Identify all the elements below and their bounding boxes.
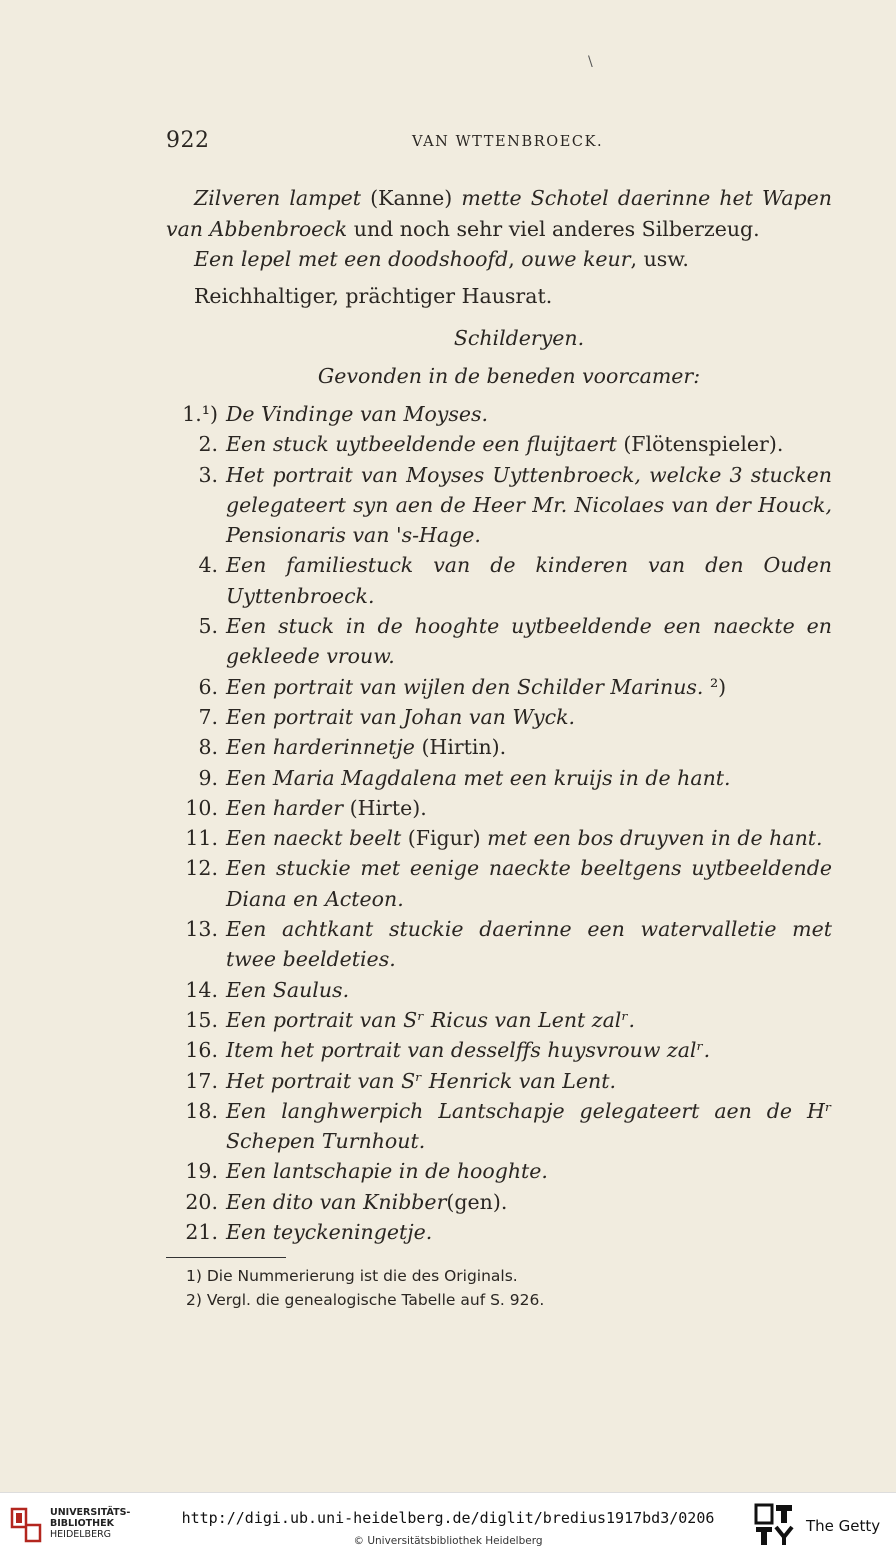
page-number: 922	[166, 128, 210, 153]
item-text-part: Een teyckeningetje.	[226, 1220, 433, 1245]
item-text	[226, 978, 349, 1002]
item-number: 6.	[198, 674, 218, 699]
footnote-2: 2) Vergl. die genealogische Tabelle auf S. 926.	[186, 1291, 545, 1310]
item-text	[226, 766, 731, 790]
list-item	[166, 1156, 832, 1186]
list-item	[166, 429, 832, 459]
list-item	[166, 702, 832, 732]
copyright-notice: © Universitätsbibliothek Heidelberg	[353, 1535, 543, 1547]
item-text-part: Een familiestuck van de kinderen van den Ouden Uyttenbroeck.	[226, 553, 832, 608]
item-text-part: (Hirtin).	[414, 735, 507, 760]
item-text	[226, 1220, 432, 1244]
section-title: Schilderyen.	[453, 326, 585, 350]
list-item	[166, 823, 832, 853]
item-text-part: Item het portrait van desselffs huysvrouw zalʳ.	[226, 1038, 711, 1063]
item-number: 21.	[185, 1220, 218, 1245]
item-number: 18.	[185, 1098, 218, 1123]
item-text	[226, 705, 575, 729]
item-text-part: Het portrait van Moyses Uyttenbroeck, welcke 3 stucken gelegateert syn aen de Heer Mr. Nicolaes van der Houck, Pensionaris van 's-Hage.	[226, 462, 832, 548]
item-text	[226, 1008, 635, 1032]
item-text	[226, 614, 832, 668]
item-text-part: ²)	[703, 674, 727, 699]
item-number: 8.	[198, 735, 218, 760]
item-text-part: Een harder	[226, 795, 344, 820]
item-text	[226, 917, 832, 971]
list-item	[166, 550, 832, 611]
item-text	[226, 1069, 616, 1093]
item-text	[226, 432, 783, 456]
item-text	[226, 1159, 548, 1183]
library-name-line: BIBLIOTHEK	[50, 1518, 114, 1529]
item-number: 14.	[185, 977, 218, 1002]
intro-text: ,	[508, 247, 522, 271]
list-item	[166, 1096, 832, 1157]
library-footer	[0, 1492, 896, 1559]
list-item	[166, 399, 832, 429]
item-number: 11.	[185, 826, 218, 851]
item-number: 19.	[185, 1159, 218, 1184]
list-item	[166, 611, 832, 672]
item-number: 10.	[185, 795, 218, 820]
item-number: 20.	[185, 1189, 218, 1214]
item-number: 4.	[198, 553, 218, 578]
item-number: 13.	[185, 917, 218, 942]
intro-text: , usw.	[630, 247, 689, 271]
list-item	[166, 914, 832, 975]
permalink-url[interactable]: http://digi.ub.uni-heidelberg.de/diglit/bredius1917bd3/0206	[181, 1509, 715, 1527]
library-name-line: UNIVERSITÄTS-	[50, 1507, 131, 1518]
item-text-part: Een Maria Magdalena met een kruijs in de hant.	[226, 765, 731, 790]
item-text-part: (gen).	[446, 1189, 508, 1214]
list-item	[166, 763, 832, 793]
item-number: 5.	[198, 614, 218, 639]
item-text-part: (Flötenspieler).	[616, 432, 784, 457]
item-text-part: Een stuckie met eenige naeckte beeltgens uytbeeldende Diana en Acteon.	[226, 856, 832, 911]
list-item	[166, 1217, 832, 1247]
list-item	[166, 853, 832, 914]
intro-text: ouwe keur	[521, 247, 631, 271]
list-item	[166, 793, 832, 823]
item-text	[226, 402, 488, 426]
item-number: 1.¹)	[182, 402, 218, 426]
item-text	[226, 826, 823, 850]
partner-name: The Getty	[806, 1517, 881, 1535]
item-number: 7.	[198, 704, 218, 729]
intro-paragraph-1	[166, 183, 832, 244]
item-text-part: Een dito van Knibber	[226, 1189, 447, 1214]
item-text-part: Een portrait van Sʳ Ricus van Lent zalʳ.	[226, 1007, 635, 1032]
list-item	[166, 1035, 832, 1065]
intro-paragraph-3: Reichhaltiger, prächtiger Hausrat.	[194, 283, 553, 308]
item-text	[226, 796, 427, 820]
item-text	[226, 553, 832, 607]
list-item	[166, 1066, 832, 1096]
item-number: 9.	[198, 765, 218, 790]
item-text	[226, 1190, 507, 1214]
list-item	[166, 460, 832, 551]
item-text-part: Een achtkant stuckie daerinne een watervalletie met twee beeldeties.	[226, 917, 832, 972]
list-item	[166, 975, 832, 1005]
item-number: 17.	[185, 1068, 218, 1093]
library-name-line: HEIDELBERG	[50, 1529, 112, 1540]
item-text-part: Een naeckt beelt	[226, 826, 402, 851]
item-text-part: Een portrait van Johan van Wyck.	[226, 704, 576, 729]
page-body	[166, 183, 832, 1312]
item-text-part: Een langhwerpich Lantschapje gelegateert aen de Hʳ Schepen Turnhout.	[226, 1098, 832, 1154]
intro-text: (Kanne)	[361, 186, 462, 210]
inventory-list	[166, 399, 832, 1247]
item-text-part: Het portrait van Sʳ Henrick van Lent.	[226, 1068, 617, 1093]
item-number: 16.	[185, 1038, 218, 1063]
item-number: 15.	[185, 1007, 218, 1032]
item-number: 2.	[198, 432, 218, 457]
item-text	[226, 1038, 710, 1062]
item-text-part: Een portrait van wijlen den Schilder Marinus.	[226, 674, 704, 699]
intro-text: und noch sehr viel anderes Silberzeug.	[347, 216, 760, 241]
item-text	[226, 675, 726, 699]
list-item	[166, 672, 832, 702]
list-item	[166, 732, 832, 762]
item-text-part: (Figur)	[401, 826, 488, 851]
item-text-part: Een stuck uytbeeldende een fluijtaert	[226, 432, 617, 457]
item-text-part: (Hirte).	[343, 795, 427, 820]
list-item	[166, 1005, 832, 1035]
item-text	[226, 463, 832, 548]
item-text-part: Een stuck in de hooghte uytbeeldende een naeckte en gekleede vrouw.	[226, 614, 832, 669]
item-number: 12.	[185, 856, 218, 881]
item-text-part: met een bos druyven in de hant.	[487, 826, 823, 851]
section-subtitle: Gevonden in de beneden voorcamer:	[317, 363, 701, 388]
item-number: 3.	[198, 462, 218, 487]
footnote-1: 1) Die Nummerierung ist die des Originals.	[186, 1267, 518, 1286]
item-text-part: De Vindinge van Moyses.	[226, 402, 489, 426]
intro-paragraph-2	[166, 244, 832, 275]
item-text-part: Een Saulus.	[226, 977, 350, 1002]
item-text	[226, 856, 832, 910]
scan-mark: \	[588, 54, 593, 70]
getty-logo-icon	[754, 1503, 794, 1547]
item-text-part: Een harderinnetje	[226, 735, 415, 760]
page-header	[166, 128, 832, 158]
intro-text: Een lepel met een doodshoofd	[194, 247, 509, 271]
intro-text: Zilveren lampet	[194, 186, 362, 210]
running-head: VAN WTTENBROECK.	[412, 134, 604, 150]
item-text-part: Een lantschapie in de hooghte.	[226, 1159, 548, 1184]
item-text	[226, 1099, 832, 1153]
item-text	[226, 735, 506, 759]
footnote-rule	[166, 1257, 286, 1258]
intro-text: mette Schotel daerinne het Wapen van Abbenbroeck	[166, 186, 832, 241]
list-item	[166, 1187, 832, 1217]
